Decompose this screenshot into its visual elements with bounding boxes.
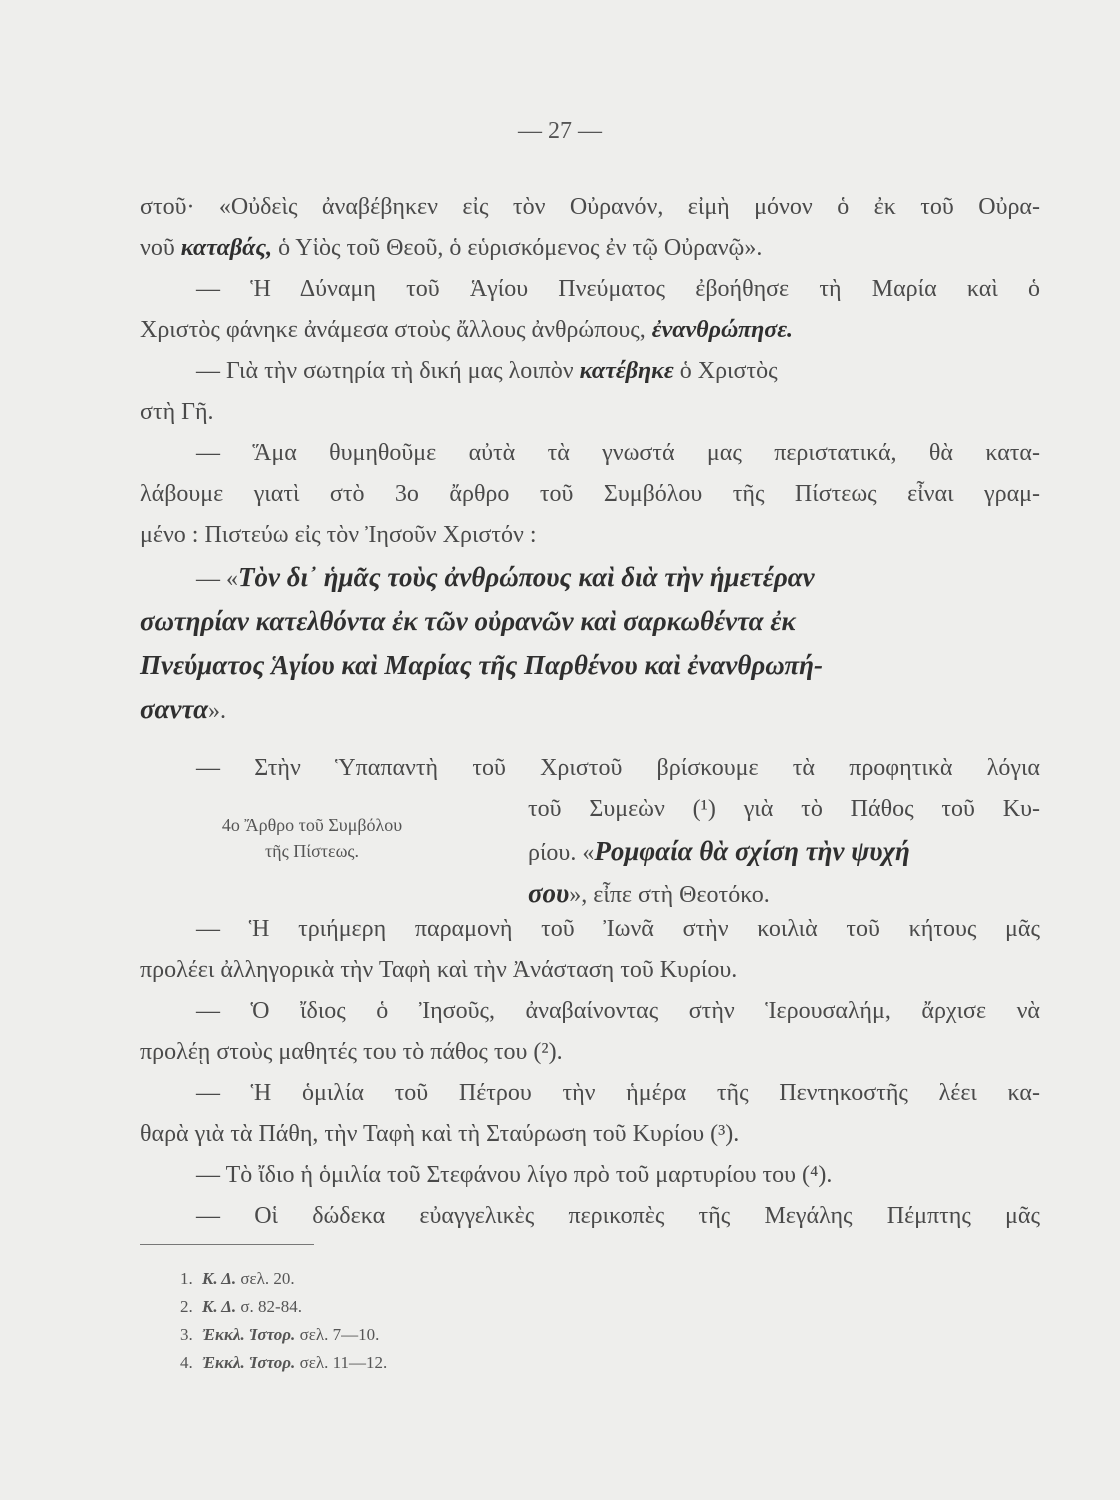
margin-note-line: τῆς Πίστεως. [264, 841, 360, 861]
footnote-reference: σελ. 11—12. [295, 1353, 388, 1372]
text-run: — Ἡ τριήμερη παραμονὴ τοῦ Ἰωνᾶ στὴν κοιλιὰ τοῦ κήτους μᾶς [196, 916, 1040, 942]
margin-note [162, 812, 462, 864]
footnote-reference: σελ. 20. [236, 1269, 295, 1288]
emphasis-text: Τὸν δι᾿ ἡμᾶς τοὺς ἀνθρώπους καὶ διὰ τὴν ἡμετέραν [238, 562, 815, 592]
text-run: προλέει ἀλληγορικὰ τὴν Ταφὴ καὶ τὴν Ἀνάσταση τοῦ Κυρίου. [140, 957, 738, 983]
text-run: — Ἅμα θυμηθοῦμε αὐτὰ τὰ γνωστά μας περιστατικά, θὰ κατα- [196, 440, 1040, 466]
text-run: », εἶπε στὴ Θεοτόκο. [569, 882, 770, 908]
footnote-reference: σελ. 7—10. [295, 1325, 380, 1344]
text-run: — Τὸ ἴδιο ἡ ὁμιλία τοῦ Στεφάνου λίγο πρὸ τοῦ μαρτυρίου του (⁴). [196, 1162, 833, 1188]
text-line [196, 912, 1040, 946]
text-run: στὴ Γῆ. [140, 399, 214, 425]
text-run: Χριστὸς φάνηκε ἀνάμεσα στοὺς ἄλλους ἀνθρώπους, [140, 317, 652, 343]
text-run: — Ἡ ὁμιλία τοῦ Πέτρου τὴν ἡμέρα τῆς Πεντηκοστῆς λέει κα- [196, 1080, 1040, 1106]
text-line [140, 604, 1040, 640]
footnote [180, 1268, 295, 1290]
text-run: — « [196, 566, 238, 592]
text-run: — Ἡ Δύναμη τοῦ Ἁγίου Πνεύματος ἐβοήθησε τὴ Μαρία καὶ ὁ [196, 276, 1040, 302]
text-line [196, 272, 1040, 306]
text-run: ὁ Χριστὸς [673, 358, 778, 384]
footnote-source: Ἐκκλ. Ἱστορ. [202, 1325, 296, 1344]
footnote [180, 1296, 302, 1318]
text-run: μένο : Πιστεύω εἰς τὸν Ἰησοῦν Χριστόν : [140, 522, 537, 548]
text-line [196, 994, 1040, 1028]
footnote [180, 1352, 387, 1374]
footnote-number: 1. [180, 1269, 193, 1288]
text-run: — Γιὰ τὴν σωτηρία τὴ δική μας λοιπὸν [196, 358, 580, 384]
emphasis-text: Ρομφαία θὰ σχίση τὴν ψυχή [594, 836, 910, 866]
text-line [140, 190, 1040, 224]
emphasis-text: κατέβηκε [579, 358, 674, 384]
text-line [196, 560, 1040, 596]
text-line [140, 1035, 1040, 1069]
text-run: ρίου. « [528, 840, 595, 866]
text-run: ὁ Υἱὸς τοῦ Θεοῦ, ὁ εὑρισκόμενος ἐν τῷ Οὐρανῷ». [272, 235, 763, 261]
text-line [140, 953, 1040, 987]
footnote-number: 4. [180, 1353, 193, 1372]
text-run: νοῦ [140, 235, 181, 261]
text-run: λάβουμε γιατὶ στὸ 3ο ἄρθρο τοῦ Συμβόλου τῆς Πίστεως εἶναι γραμ- [140, 481, 1040, 507]
margin-note-line: 4ο Ἄρθρο τοῦ Συμβόλου [221, 815, 403, 835]
emphasis-text: ἐνανθρώπησε. [651, 317, 794, 343]
emphasis-text: σωτηρίαν κατελθόντα ἐκ τῶν οὐρανῶν καὶ σαρκωθέντα ἐκ [140, 606, 796, 636]
emphasis-text: καταβάς, [180, 235, 273, 261]
footnote [180, 1324, 379, 1346]
footnote-number: 2. [180, 1297, 193, 1316]
emphasis-text: σαντα [140, 694, 209, 724]
text-run: προλέῃ στοὺς μαθητές του τὸ πάθος του (²). [140, 1039, 563, 1065]
text-line [196, 436, 1040, 470]
text-line [140, 648, 1040, 684]
text-line [140, 231, 1040, 265]
text-line [140, 1117, 1040, 1151]
emphasis-text: σου [528, 878, 570, 908]
footnote-source: Ἐκκλ. Ἱστορ. [202, 1353, 296, 1372]
text-run: — Οἱ δώδεκα εὐαγγελικὲς περικοπὲς τῆς Μεγάλης Πέμπτης μᾶς [196, 1203, 1040, 1229]
text-line [528, 834, 1040, 870]
text-run: ». [208, 698, 227, 724]
text-run: στοῦ· «Οὐδεὶς ἀναβέβηκεν εἰς τὸν Οὐρανόν, εἰμὴ μόνον ὁ ἐκ τοῦ Οὐρα- [140, 194, 1040, 220]
text-line [196, 1199, 1040, 1233]
text-line [140, 477, 1040, 511]
text-run: — Στὴν Ὑπαπαντὴ τοῦ Χριστοῦ βρίσκουμε τὰ προφητικὰ λόγια [196, 755, 1040, 781]
text-run: — Ὁ ἴδιος ὁ Ἰησοῦς, ἀναβαίνοντας στὴν Ἱερουσαλήμ, ἄρχισε νὰ [196, 998, 1040, 1024]
text-line [140, 313, 1040, 347]
footnote-number: 3. [180, 1325, 193, 1344]
footnote-reference: σ. 82-84. [236, 1297, 302, 1316]
text-line [196, 751, 1040, 785]
emphasis-text: Πνεύματος Ἁγίου καὶ Μαρίας τῆς Παρθένου καὶ ἐνανθρωπή- [140, 650, 823, 680]
text-line [196, 1076, 1040, 1110]
text-line [140, 518, 1040, 552]
footnote-divider [140, 1244, 314, 1245]
text-line [196, 354, 1040, 388]
text-line [528, 792, 1040, 826]
text-line [140, 395, 1040, 429]
text-line [528, 876, 1040, 912]
text-line [140, 692, 1040, 728]
footnote-source: Κ. Δ. [202, 1269, 237, 1288]
text-run: θαρὰ γιὰ τὰ Πάθη, τὴν Ταφὴ καὶ τὴ Σταύρωση τοῦ Κυρίου (³). [140, 1121, 740, 1147]
text-run: τοῦ Συμεὼν (¹) γιὰ τὸ Πάθος τοῦ Κυ- [528, 796, 1040, 822]
text-line [196, 1158, 1040, 1192]
page-number: — 27 — [518, 118, 602, 144]
footnote-source: Κ. Δ. [202, 1297, 237, 1316]
